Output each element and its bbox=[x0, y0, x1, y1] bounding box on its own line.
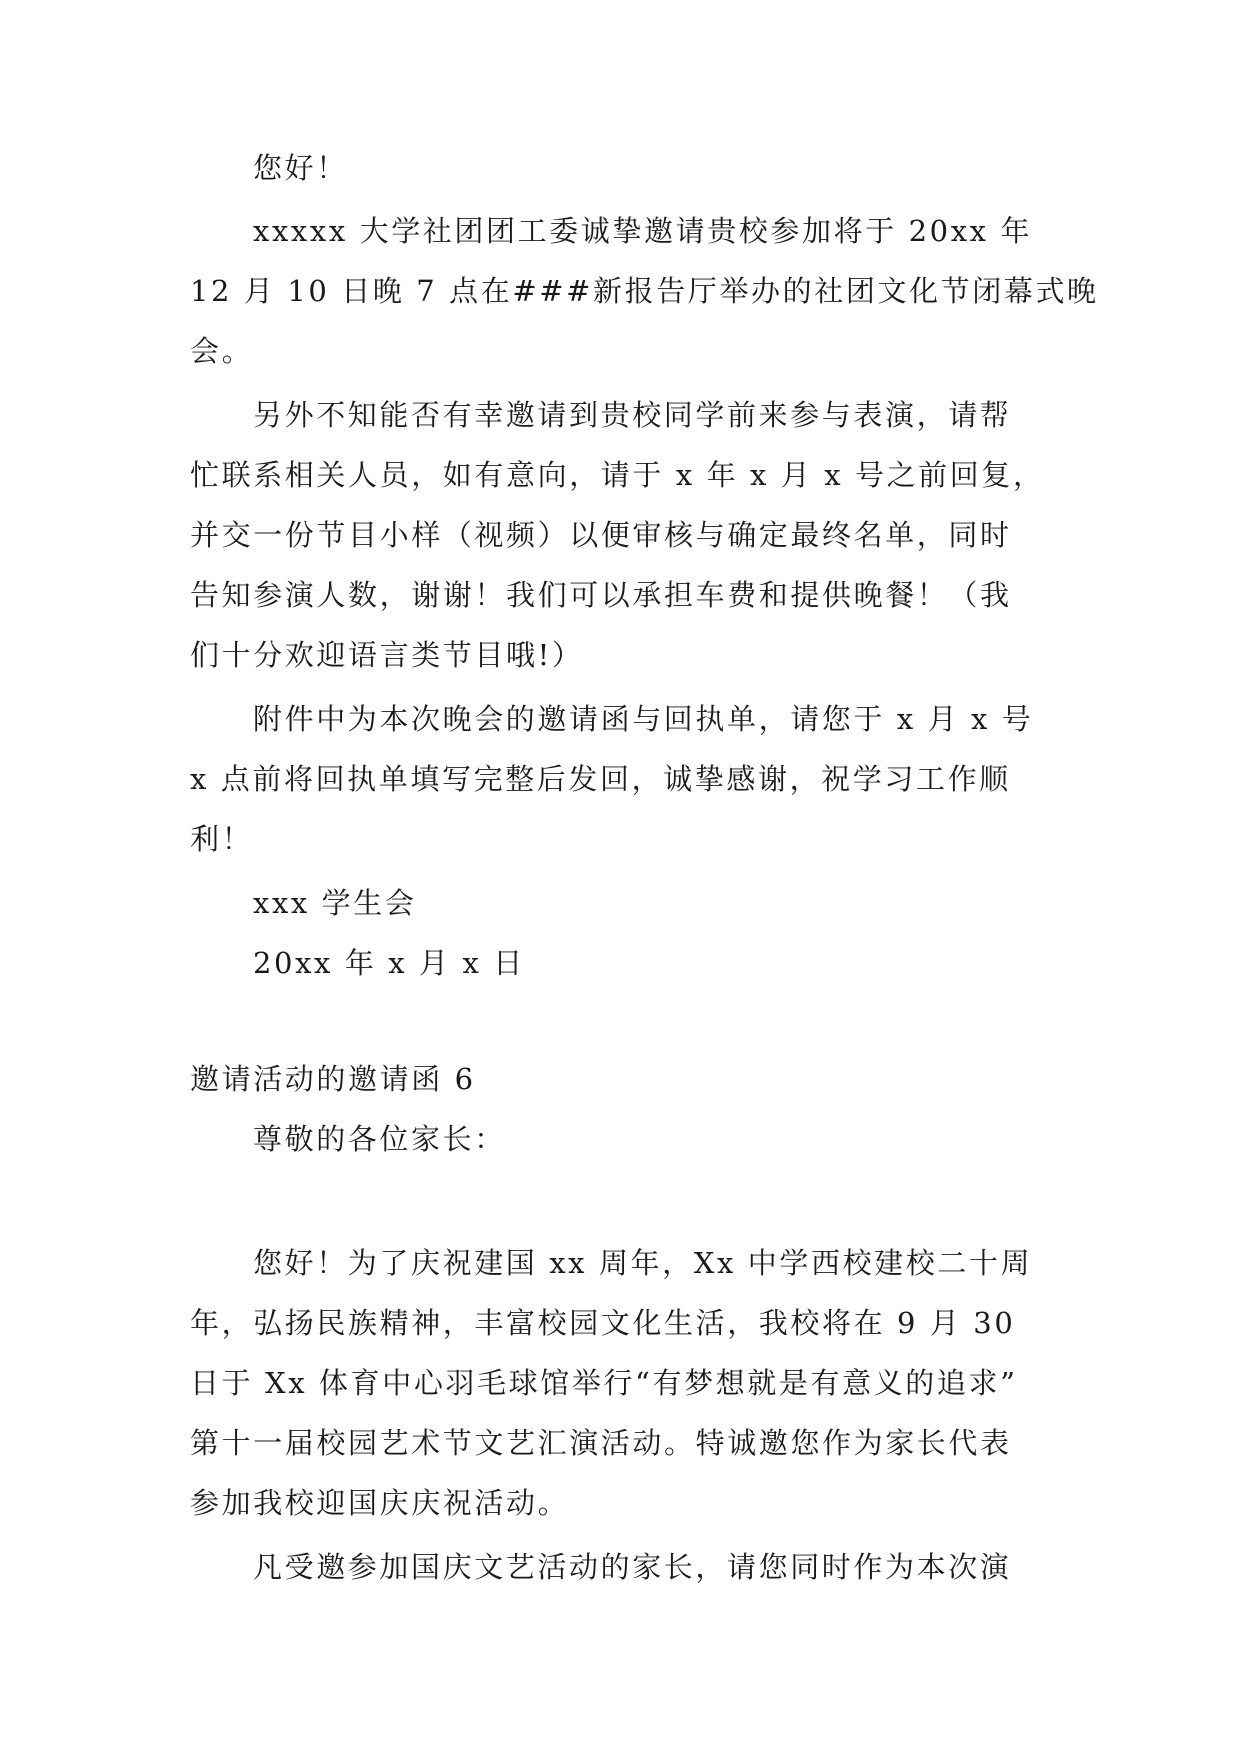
paragraph-line: 忙联系相关人员，如有意向，请于 x 年 x 月 x 号之前回复， bbox=[190, 458, 1045, 492]
paragraph-line: 利！ bbox=[190, 822, 254, 856]
paragraph-line: 另外不知能否有幸邀请到贵校同学前来参与表演，请帮 bbox=[253, 398, 1012, 432]
paragraph-line: 第十一届校园艺术节文艺汇演活动。特诚邀您作为家长代表 bbox=[190, 1426, 1012, 1460]
paragraph-line: 年，弘扬民族精神，丰富校园文化生活，我校将在 9 月 30 bbox=[190, 1306, 1016, 1340]
paragraph-line: 您好！为了庆祝建国 xx 周年，Xx 中学西校建校二十周 bbox=[253, 1246, 1033, 1280]
salutation: 尊敬的各位家长： bbox=[253, 1122, 506, 1156]
paragraph-line: 并交一份节目小样（视频）以便审核与确定最终名单，同时 bbox=[190, 518, 1012, 552]
paragraph-line: 告知参演人数，谢谢！我们可以承担车费和提供晚餐！（我 bbox=[190, 578, 1012, 612]
paragraph-line: x 点前将回执单填写完整后发回，诚挚感谢，祝学习工作顺 bbox=[190, 762, 1011, 796]
greeting: 您好！ bbox=[253, 151, 348, 185]
paragraph-line: 日于 Xx 体育中心羽毛球馆举行“有梦想就是有意义的追求” bbox=[190, 1366, 1018, 1400]
paragraph-line: 参加我校迎国庆庆祝活动。 bbox=[190, 1486, 570, 1520]
paragraph-line: xxxxx 大学社团团工委诚挚邀请贵校参加将于 20xx 年 bbox=[253, 214, 1033, 248]
signature: xxx 学生会 bbox=[253, 886, 417, 920]
paragraph-line: 会。 bbox=[190, 334, 254, 368]
paragraph-line: 们十分欢迎语言类节目哦!） bbox=[190, 638, 584, 672]
paragraph-line: 附件中为本次晚会的邀请函与回执单，请您于 x 月 x 号 bbox=[253, 702, 1034, 736]
date: 20xx 年 x 月 x 日 bbox=[253, 946, 525, 980]
paragraph-line: 凡受邀参加国庆文艺活动的家长，请您同时作为本次演 bbox=[253, 1550, 1012, 1584]
section-heading: 邀请活动的邀请函 6 bbox=[190, 1062, 476, 1096]
paragraph-line: 12 月 10 日晚 7 点在###新报告厅举办的社团文化节闭幕式晚 bbox=[190, 274, 1099, 308]
